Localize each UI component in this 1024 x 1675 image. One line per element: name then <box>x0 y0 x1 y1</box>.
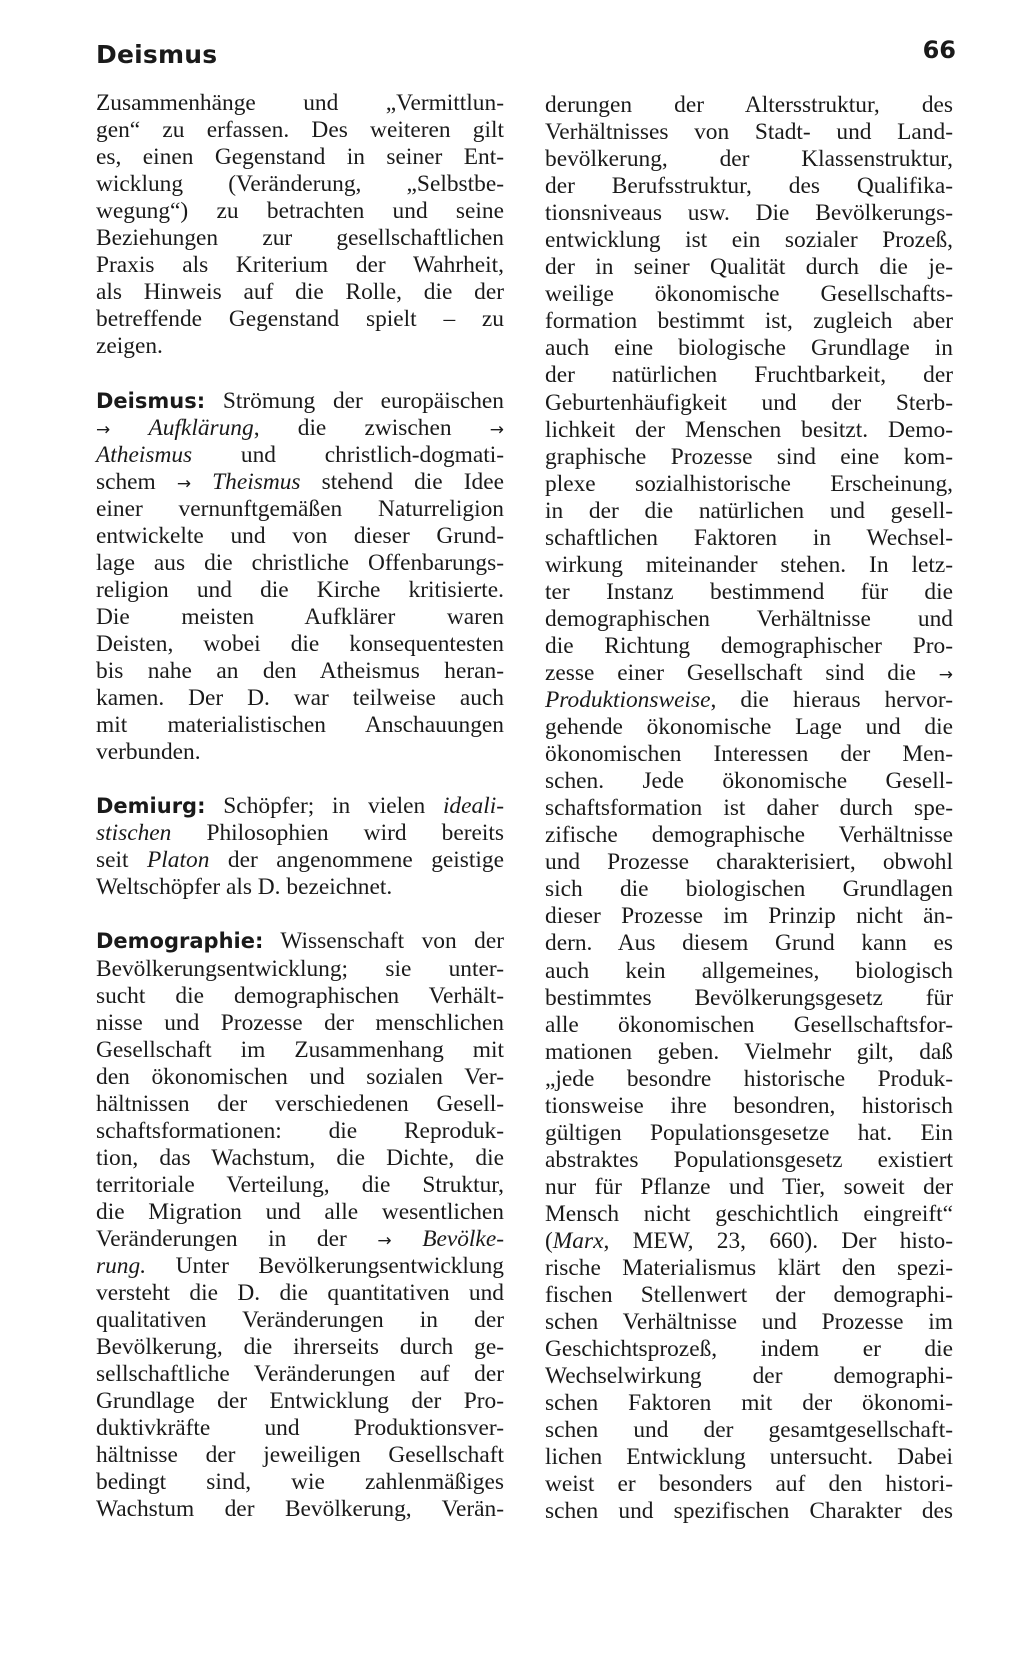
text-line: Verhältnisses von Stadt- und Land- <box>545 119 953 146</box>
text-fragment: Unter Bevölkerungsentwicklung <box>146 1253 504 1280</box>
text-line: fischen Stellenwert der demographi- <box>545 1282 953 1309</box>
text-line: schen. Jede ökonomische Gesell- <box>545 768 953 795</box>
entry-deismus <box>96 388 504 767</box>
text-fragment: stehend die Idee <box>300 468 504 495</box>
text-line: schaftlichen Faktoren in Wechsel- <box>545 524 953 551</box>
cross-reference-link[interactable]: Produktionsweise <box>545 687 711 714</box>
text-line: in der die natürlichen und gesell- <box>545 497 953 524</box>
text-line: und Prozesse charakterisiert, obwohl <box>545 849 953 876</box>
text-fragment: zesse einer Gesellschaft sind die <box>545 659 916 686</box>
text-line: wicklung (Veränderung, „Selbstbe- <box>96 171 504 198</box>
cross-reference-arrow-icon: → <box>938 664 953 685</box>
text-fragment: ( <box>545 1227 553 1254</box>
text-line: Bevölkerungsentwicklung; sie unter- <box>96 955 504 982</box>
text-line: Beziehungen zur gesellschaftlichen <box>96 225 504 252</box>
text-line: gehende ökonomische Lage und die <box>545 714 953 741</box>
cross-reference-link[interactable]: Bevölke- <box>422 1225 504 1252</box>
text-line: religion und die Kirche kritisierte. <box>96 576 504 603</box>
text-line: schaftsformationen: die Reproduk- <box>96 1117 504 1144</box>
page-header <box>96 36 956 76</box>
text-line: dern. Aus diesem Grund kann es <box>545 930 953 957</box>
text-line: Praxis als Kriterium der Wahrheit, <box>96 252 504 279</box>
text-line: Die meisten Aufklärer waren <box>96 603 504 630</box>
text-line: betreffende Gegenstand spielt – zu <box>96 306 504 333</box>
text-line: als Hinweis auf die Rolle, die der <box>96 279 504 306</box>
text-line: formation bestimmt ist, zugleich aber <box>545 308 953 335</box>
text-line: Weltschöpfer als D. bezeichnet. <box>96 874 393 901</box>
right-column <box>545 92 953 1525</box>
text-line: der natürlichen Fruchtbarkeit, der <box>545 362 953 389</box>
continuation-paragraph <box>96 90 504 360</box>
entry-headword: Deismus: <box>96 388 206 413</box>
text-fragment: Schöpfer; in vielen <box>223 793 443 820</box>
left-column <box>96 90 504 1523</box>
text-line: entwicklung ist ein sozialer Prozeß, <box>545 227 953 254</box>
text-line: zeigen. <box>96 333 163 360</box>
text-line: ökonomischen Interessen der Men- <box>545 741 953 768</box>
text-line: zifische demographische Verhältnisse <box>545 822 953 849</box>
text-line: gültigen Populationsgesetze hat. Ein <box>545 1119 953 1146</box>
text-line: hältnissen der verschiedenen Gesell- <box>96 1090 504 1117</box>
text-line: versteht die D. die quantitativen und <box>96 1280 504 1307</box>
text-line: weilige ökonomische Gesellschafts- <box>545 281 953 308</box>
text-line: auch kein allgemeines, biologisch <box>545 957 953 984</box>
cross-reference-arrow-icon: → <box>489 419 504 440</box>
text-line: Zusammenhänge und „Vermittlun- <box>96 90 504 116</box>
text-line: entwickelte und von dieser Grund- <box>96 522 504 549</box>
text-fragment: seit <box>96 847 148 874</box>
text-line: Gesellschaft im Zusammenhang mit <box>96 1036 504 1063</box>
text-line: sucht die demographischen Verhält- <box>96 982 504 1009</box>
entry-headword: Demographie: <box>96 929 264 954</box>
entry-headword: Demiurg: <box>96 794 206 819</box>
text-fragment: schem <box>96 468 177 495</box>
running-head: Deismus <box>96 40 218 69</box>
text-line: Geschichtsprozeß, indem er die <box>545 1336 953 1363</box>
text-line: qualitativen Veränderungen in der <box>96 1307 504 1334</box>
text-line: wegung“) zu betrachten und seine <box>96 198 504 225</box>
text-line: tionsniveaus usw. Die Bevölkerungs- <box>545 200 953 227</box>
cross-reference-link[interactable]: Aufklärung <box>148 414 254 441</box>
page-number: 66 <box>922 36 956 64</box>
text-line: derungen der Altersstruktur, des <box>545 92 953 118</box>
text-line: mationen geben. Vielmehr gilt, daß <box>545 1038 953 1065</box>
text-fragment: Veränderungen in der <box>96 1225 347 1252</box>
text-line: plexe sozialhistorische Erscheinung, <box>545 470 953 497</box>
cross-reference-arrow-icon: → <box>377 1230 392 1251</box>
text-fragment: , die hieraus hervor- <box>710 687 953 714</box>
text-line: die Migration und alle wesentlichen <box>96 1198 504 1225</box>
entry-demiurg <box>96 793 504 901</box>
text-line: Deisten, wobei die konsequentesten <box>96 630 504 657</box>
text-line: lichkeit der Menschen besitzt. Demo- <box>545 416 953 443</box>
text-line: gen“ zu erfassen. Des weiteren gilt <box>96 117 504 144</box>
text-line: schen Faktoren mit der ökonomi- <box>545 1390 953 1417</box>
italic-term: Platon <box>147 847 210 874</box>
cross-reference-link[interactable]: Atheismus <box>96 441 193 468</box>
italic-term: stischen <box>96 820 172 847</box>
text-line: sellschaftliche Veränderungen auf der <box>96 1361 504 1388</box>
text-line: der in seiner Qualität durch die je- <box>545 254 953 281</box>
text-line: Wachstum der Bevölkerung, Verän- <box>96 1496 504 1523</box>
text-line: bestimmtes Bevölkerungsgesetz für <box>545 984 953 1011</box>
entry-demographie <box>96 928 504 1523</box>
text-fragment: Strömung der europäischen <box>222 387 504 414</box>
text-line: demographischen Verhältnisse und <box>545 605 953 632</box>
text-line: lage aus die christliche Offenbarungs- <box>96 549 504 576</box>
text-line: die Richtung demographischer Pro- <box>545 632 953 659</box>
cross-reference-arrow-icon: → <box>96 419 111 440</box>
italic-term: Marx <box>552 1227 604 1254</box>
text-line: einer vernunftgemäßen Naturreligion <box>96 495 504 522</box>
text-line: verbunden. <box>96 739 201 766</box>
text-fragment: der angenommene geistige <box>209 847 504 874</box>
text-line: der Berufsstruktur, des Qualifika- <box>545 173 953 200</box>
text-line: bedingt sind, wie zahlenmäßiges <box>96 1469 504 1496</box>
cross-reference-link[interactable]: Theismus <box>212 468 301 495</box>
text-fragment: , MEW, 23, 660). Der histo- <box>603 1227 953 1254</box>
text-line: es, einen Gegenstand in seiner Ent- <box>96 144 504 171</box>
text-line: wirkung miteinander stehen. In letz- <box>545 551 953 578</box>
cross-reference-arrow-icon: → <box>176 473 192 494</box>
text-line: weist er besonders auf den histori- <box>545 1471 953 1498</box>
text-line: schaftsformation ist daher durch spe- <box>545 795 953 822</box>
text-line: tionsweise ihre besondren, historisch <box>545 1092 953 1119</box>
text-line: nur für Pflanze und Tier, soweit der <box>545 1173 953 1200</box>
text-fragment: , die zwischen <box>253 414 452 441</box>
text-line: Wechselwirkung der demographi- <box>545 1363 953 1390</box>
text-line: tion, das Wachstum, die Dichte, die <box>96 1144 504 1171</box>
text-line: auch eine biologische Grundlage in <box>545 335 953 362</box>
text-line: abstraktes Populationsgesetz existiert <box>545 1146 953 1173</box>
text-fragment: Wissenschaft von der <box>280 928 504 955</box>
text-line: Mensch nicht geschichtlich eingreift“ <box>545 1200 953 1227</box>
text-line: schen und der gesamtgesellschaft- <box>545 1417 953 1444</box>
text-line: territoriale Verteilung, die Struktur, <box>96 1171 504 1198</box>
text-line: ter Instanz bestimmend für die <box>545 578 953 605</box>
text-line: dieser Prozesse im Prinzip nicht än- <box>545 903 953 930</box>
text-line: „jede besondre historische Produk- <box>545 1065 953 1092</box>
text-fragment: und christlich-dogmati- <box>192 441 504 468</box>
cross-reference-link[interactable]: rung. <box>96 1253 147 1280</box>
text-line: rische Materialismus klärt den spezi- <box>545 1255 953 1282</box>
text-line: bevölkerung, der Klassenstruktur, <box>545 146 953 173</box>
text-line: bis nahe an den Atheismus heran- <box>96 657 504 684</box>
text-line: kamen. Der D. war teilweise auch <box>96 685 504 712</box>
text-line: hältnisse der jeweiligen Gesellschaft <box>96 1442 504 1469</box>
text-line: lichen Entwicklung untersucht. Dabei <box>545 1444 953 1471</box>
text-line: graphische Prozesse sind eine kom- <box>545 443 953 470</box>
text-line: den ökonomischen und sozialen Ver- <box>96 1063 504 1090</box>
text-line: alle ökonomischen Gesellschaftsfor- <box>545 1011 953 1038</box>
text-line: schen Verhältnisse und Prozesse im <box>545 1309 953 1336</box>
text-line: mit materialistischen Anschauungen <box>96 712 504 739</box>
text-line: schen und spezifischen Charakter des <box>545 1498 953 1525</box>
text-line: duktivkräfte und Produktionsver- <box>96 1415 504 1442</box>
text-line: nisse und Prozesse der menschlichen <box>96 1009 504 1036</box>
text-line: Geburtenhäufigkeit und der Sterb- <box>545 389 953 416</box>
text-line: Grundlage der Entwicklung der Pro- <box>96 1388 504 1415</box>
italic-term: ideali- <box>442 793 504 820</box>
text-fragment: Philosophien wird bereits <box>171 820 504 847</box>
text-line: Bevölkerung, die ihrerseits durch ge- <box>96 1334 504 1361</box>
text-line: sich die biologischen Grundlagen <box>545 876 953 903</box>
